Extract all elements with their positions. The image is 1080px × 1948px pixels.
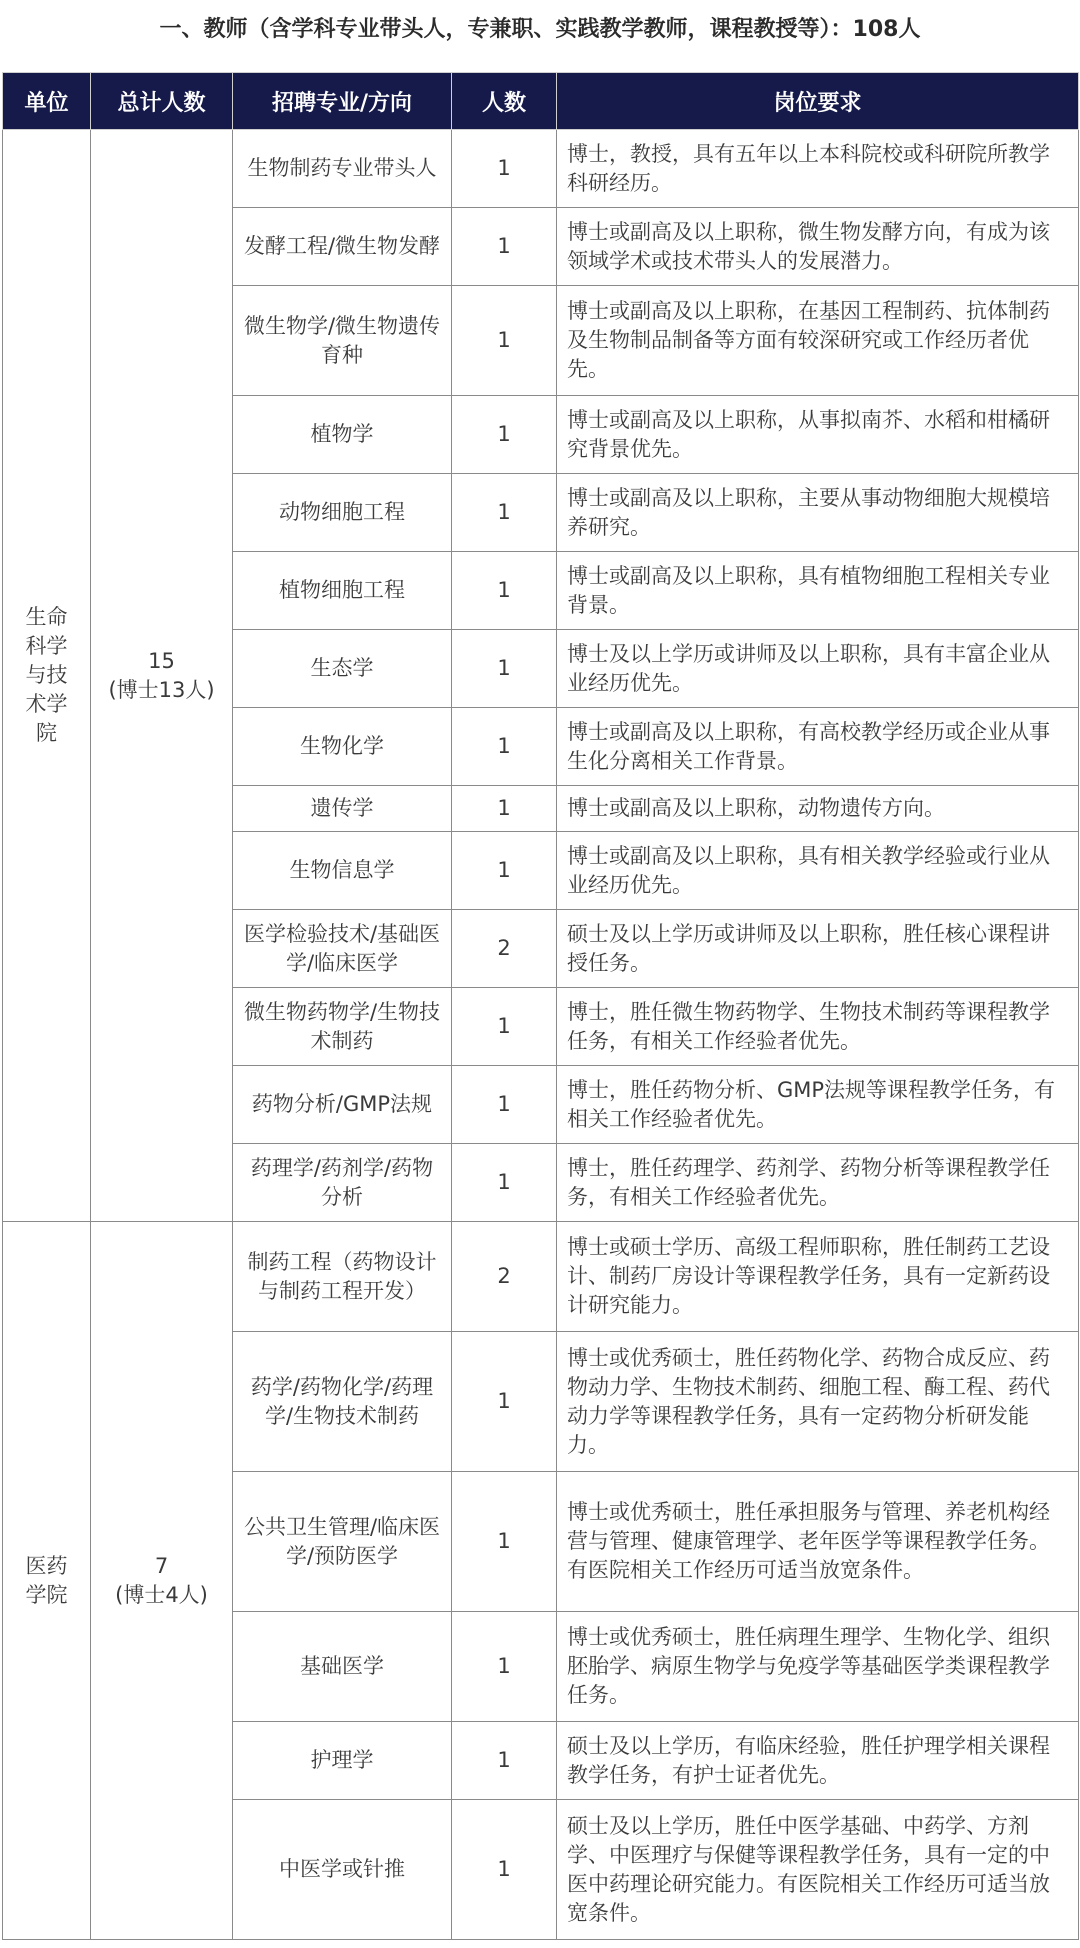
unit-cell	[3, 130, 91, 1222]
major-cell: 公共卫生管理/临床医学/预防医学	[233, 1472, 452, 1612]
table-body	[3, 130, 1079, 1940]
requirement-cell: 博士或优秀硕士，胜任承担服务与管理、养老机构经营与管理、健康管理学、老年医学等课程教学任务。有医院相关工作经历可适当放宽条件。	[557, 1472, 1079, 1612]
count-cell: 1	[452, 708, 557, 786]
recruitment-table	[2, 72, 1079, 1940]
table-row	[3, 1222, 1079, 1332]
requirement-cell: 硕士及以上学历，胜任中医学基础、中药学、方剂学、中医理疗与保健等课程教学任务，具有一定的中医中药理论研究能力。有医院相关工作经历可适当放宽条件。	[557, 1800, 1079, 1940]
count-cell: 1	[452, 988, 557, 1066]
major-cell: 制药工程（药物设计与制药工程开发）	[233, 1222, 452, 1332]
header-total: 总计人数	[91, 73, 233, 130]
major-cell: 动物细胞工程	[233, 474, 452, 552]
requirement-cell: 博士或副高及以上职称，从事拟南芥、水稻和柑橘研究背景优先。	[557, 396, 1079, 474]
major-cell: 植物学	[233, 396, 452, 474]
page-title: 一、教师（含学科专业带头人，专兼职、实践教学教师，课程教授等）：108人	[159, 17, 921, 42]
requirement-cell: 硕士及以上学历或讲师及以上职称，胜任核心课程讲授任务。	[557, 910, 1079, 988]
header-requirement: 岗位要求	[557, 73, 1079, 130]
major-cell: 生物化学	[233, 708, 452, 786]
major-cell: 医学检验技术/基础医学/临床医学	[233, 910, 452, 988]
requirement-cell: 博士或优秀硕士，胜任病理生理学、生物化学、组织胚胎学、病原生物学与免疫学等基础医学类课程教学任务。	[557, 1612, 1079, 1722]
count-cell: 1	[452, 474, 557, 552]
major-cell: 药物分析/GMP法规	[233, 1066, 452, 1144]
table-row	[3, 130, 1079, 208]
requirement-cell: 博士或副高及以上职称，微生物发酵方向，有成为该领域学术或技术带头人的发展潜力。	[557, 208, 1079, 286]
major-cell: 药理学/药剂学/药物分析	[233, 1144, 452, 1222]
requirement-cell: 博士或副高及以上职称，具有相关教学经验或行业从业经历优先。	[557, 832, 1079, 910]
total-note: (博士13人)	[108, 677, 215, 702]
major-cell: 微生物药物学/生物技术制药	[233, 988, 452, 1066]
requirement-cell: 博士，教授，具有五年以上本科院校或科研院所教学科研经历。	[557, 130, 1079, 208]
count-cell: 1	[452, 396, 557, 474]
count-cell: 1	[452, 1332, 557, 1472]
major-cell: 药学/药物化学/药理学/生物技术制药	[233, 1332, 452, 1472]
count-cell: 1	[452, 1472, 557, 1612]
table-header-row	[3, 73, 1079, 130]
major-cell: 遗传学	[233, 786, 452, 832]
requirement-cell: 博士，胜任微生物药物学、生物技术制药等课程教学任务，有相关工作经验者优先。	[557, 988, 1079, 1066]
header-unit: 单位	[3, 73, 91, 130]
count-cell: 1	[452, 208, 557, 286]
unit-cell	[3, 1222, 91, 1940]
unit-name: 医药学院	[25, 1553, 68, 1607]
major-cell: 发酵工程/微生物发酵	[233, 208, 452, 286]
count-cell: 1	[452, 552, 557, 630]
requirement-cell: 硕士及以上学历，有临床经验，胜任护理学相关课程教学任务，有护士证者优先。	[557, 1722, 1079, 1800]
header-count: 人数	[452, 73, 557, 130]
count-cell: 1	[452, 1144, 557, 1222]
total-cell	[91, 1222, 233, 1940]
count-cell: 1	[452, 1800, 557, 1940]
requirement-cell: 博士或优秀硕士，胜任药物化学、药物合成反应、药物动力学、生物技术制药、细胞工程、酶工程、药代动力学等课程教学任务，具有一定药物分析研发能力。	[557, 1332, 1079, 1472]
major-cell: 基础医学	[233, 1612, 452, 1722]
count-cell: 1	[452, 130, 557, 208]
major-cell: 生物信息学	[233, 832, 452, 910]
major-cell: 植物细胞工程	[233, 552, 452, 630]
major-cell: 微生物学/微生物遗传育种	[233, 286, 452, 396]
total-note: (博士4人)	[115, 1582, 208, 1607]
count-cell: 1	[452, 630, 557, 708]
requirement-cell: 博士及以上学历或讲师及以上职称，具有丰富企业从业经历优先。	[557, 630, 1079, 708]
total-count: 15	[148, 648, 175, 673]
requirement-cell: 博士或副高及以上职称，具有植物细胞工程相关专业背景。	[557, 552, 1079, 630]
count-cell: 1	[452, 286, 557, 396]
count-cell: 1	[452, 1722, 557, 1800]
requirement-cell: 博士或副高及以上职称，有高校教学经历或企业从事生化分离相关工作背景。	[557, 708, 1079, 786]
major-cell: 生物制药专业带头人	[233, 130, 452, 208]
requirement-cell: 博士或副高及以上职称，主要从事动物细胞大规模培养研究。	[557, 474, 1079, 552]
requirement-cell: 博士或副高及以上职称，动物遗传方向。	[557, 786, 1079, 832]
count-cell: 1	[452, 832, 557, 910]
header-major: 招聘专业/方向	[233, 73, 452, 130]
count-cell: 2	[452, 910, 557, 988]
requirement-cell: 博士或硕士学历、高级工程师职称，胜任制药工艺设计、制药厂房设计等课程教学任务，具有一定新药设计研究能力。	[557, 1222, 1079, 1332]
count-cell: 2	[452, 1222, 557, 1332]
requirement-cell: 博士，胜任药理学、药剂学、药物分析等课程教学任务，有相关工作经验者优先。	[557, 1144, 1079, 1222]
unit-name: 生命科学与技术学院	[25, 605, 68, 745]
count-cell: 1	[452, 1612, 557, 1722]
major-cell: 生态学	[233, 630, 452, 708]
requirement-cell: 博士或副高及以上职称，在基因工程制药、抗体制药及生物制品制备等方面有较深研究或工作经历者优先。	[557, 286, 1079, 396]
total-count: 7	[154, 1553, 169, 1578]
requirement-cell: 博士，胜任药物分析、GMP法规等课程教学任务，有相关工作经验者优先。	[557, 1066, 1079, 1144]
count-cell: 1	[452, 786, 557, 832]
count-cell: 1	[452, 1066, 557, 1144]
major-cell: 中医学或针推	[233, 1800, 452, 1940]
total-cell	[91, 130, 233, 1222]
major-cell: 护理学	[233, 1722, 452, 1800]
